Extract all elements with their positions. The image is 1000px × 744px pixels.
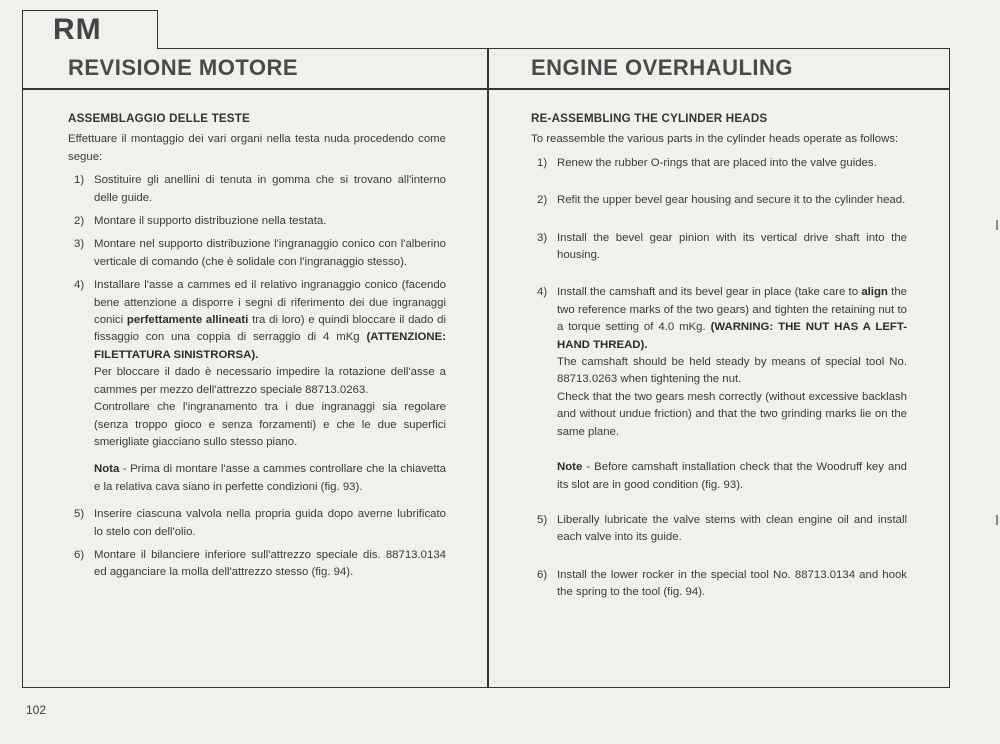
right-step-2: 2) Refit the upper bevel gear housing and secure it to the cylinder head. xyxy=(537,194,906,207)
left-warning: (ATTENZIONE: FILETTATURA SINISTRORSA). xyxy=(94,331,446,361)
left-note: Nota - Prima di montare l'asse a cammes controllare che la chiavetta e la relativa cava siano in perfette condizioni (fig. 93). xyxy=(94,463,446,493)
left-intro: Effettuare il montaggio dei vari organi nella testa nuda procedendo come segue: xyxy=(68,133,446,163)
right-step-4: 4) Install the camshaft and its bevel gear in place (take care to align the two reference marks of the two gears) and tighten the retaining nut to a torque setting of 4.0 mKg. (WARNING: THE NUT HAS A LEFT-HAND THREAD). The camshaft should be held steady by means of special tool No. 88713.0263 when tightening the nut. Check that the two gears mesh correctly (without excessive backlash and without undue friction) and that the two grinding marks lie on the same plane. xyxy=(537,286,907,438)
left-step-4-main: Installare l'asse a cammes ed il relativo ingranaggio conico (facendo bene attenzione a disporre i segni di riferimento dei due ingranaggi conici perfettamente allineati tra di loro) e quindi bloccare il dado di fissaggio con una coppia di serraggio di 4 mKg (ATTENZIONE: FILETTATURA SINISTRORSA). xyxy=(94,279,447,361)
right-step-6: 6) Install the lower rocker in the special tool No. 88713.0134 and hook the spring to the tool (fig. 94). xyxy=(537,568,907,599)
right-column xyxy=(531,110,907,602)
left-step-6: 6) Montare il bilanciere inferiore sull'attrezzo speciale dis. 88713.0134 ed agganciare la molla dell'attrezzo stesso (fig. 94). xyxy=(74,548,446,579)
right-warning: (WARNING: THE NUT HAS A LEFT-HAND THREAD). xyxy=(557,321,907,351)
page-number: 102 xyxy=(26,703,47,717)
section-badge-label: RM xyxy=(53,13,102,46)
right-step-4-main: Install the camshaft and its bevel gear in place (take care to align the two reference marks of the two gears) and tighten the retaining nut to a torque setting of 4.0 mKg. (WARNING: THE NUT HAS A LEFT-HAND THREAD). xyxy=(557,286,907,351)
right-step-1: 1) Renew the rubber O-rings that are placed into the valve guides. xyxy=(537,156,877,169)
left-step-1: 1) Sostituire gli anellini di tenuta in gomma che si trovano all'interno delle guide. xyxy=(74,174,446,204)
right-step-3: 3) Install the bevel gear pinion with its vertical drive shaft into the housing. xyxy=(537,231,907,262)
left-section-heading: ASSEMBLAGGIO DELLE TESTE xyxy=(68,112,250,125)
left-step-5: 5) Inserire ciascuna valvola nella propria guida dopo averne lubrificato lo stelo con dell'olio. xyxy=(74,508,446,538)
right-step-5: 5) Liberally lubricate the valve stems with clean engine oil and install each valve into its guide. xyxy=(537,513,907,544)
right-page-title: ENGINE OVERHAULING xyxy=(531,55,794,80)
edge-mark xyxy=(996,220,998,230)
column-divider xyxy=(487,48,489,688)
right-note: Note - Before camshaft installation check that the Woodruff key and its slot are in good condition (fig. 93). xyxy=(557,461,907,491)
right-section-heading: RE-ASSEMBLING THE CYLINDER HEADS xyxy=(531,112,768,125)
left-column xyxy=(68,110,446,582)
right-intro: To reassemble the various parts in the cylinder heads operate as follows: xyxy=(531,133,899,146)
section-badge xyxy=(22,10,158,49)
left-page-title: REVISIONE MOTORE xyxy=(68,55,299,80)
header-rule xyxy=(22,88,950,90)
left-step-3: 3) Montare nel supporto distribuzione l'ingranaggio conico con l'alberino verticale di comando (che è solidale con l'ingranaggio stesso). xyxy=(74,238,446,268)
left-step-4: 4) Installare l'asse a cammes ed il relativo ingranaggio conico (facendo bene attenzione a disporre i segni di riferimento dei due ingranaggi conici perfettamente allineati tra di loro) e quindi bloccare il dado di fissaggio con una coppia di serraggio di 4 mKg (ATTENZIONE: FILETTATURA SINISTRORSA). Per bloccare il dado è necessario impedire la rotazione dell'asse a cammes per mezzo dell'attrezzo speciale 88713.0263. Controllare che l'ingranamento tra i due ingranaggi sia regolare (senza troppo gioco e senza forzamenti) e che le due superfici smerigliate giacciano sullo stesso piano. xyxy=(74,279,447,448)
edge-mark xyxy=(996,515,998,525)
left-step-2: 2) Montare il supporto distribuzione nella testata. xyxy=(74,215,327,228)
